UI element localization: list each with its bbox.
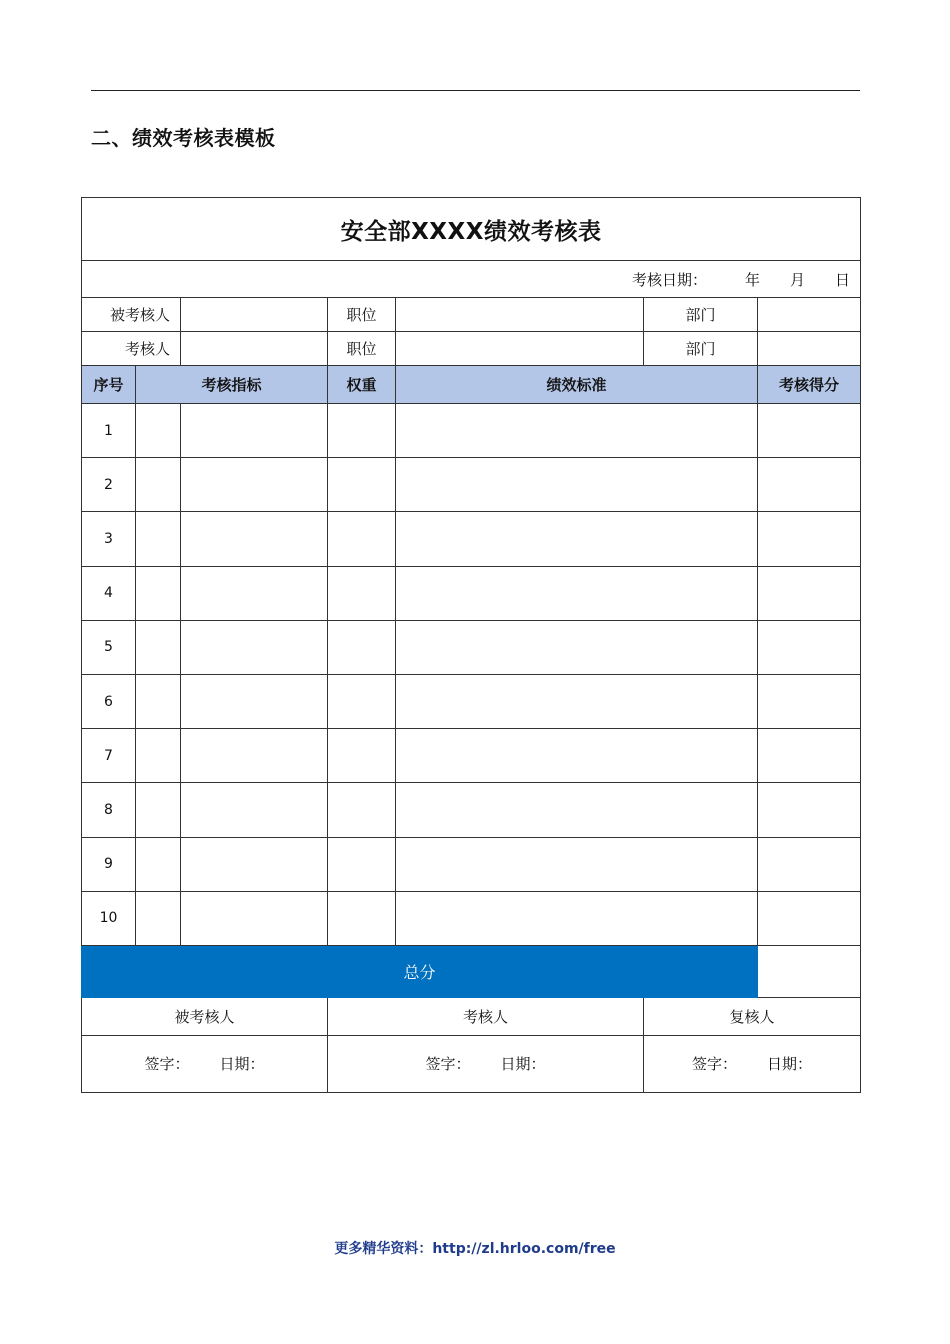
header-seq: 序号: [82, 366, 136, 404]
standard-cell[interactable]: [396, 566, 758, 620]
total-row: [82, 945, 861, 997]
appraisee-position-field[interactable]: [396, 298, 644, 332]
appraiser-info-row: [82, 332, 861, 366]
indicator-cell[interactable]: [181, 620, 328, 674]
indicator-sub-cell[interactable]: [136, 891, 181, 945]
sign-appraiser-title: 考核人: [328, 997, 644, 1035]
weight-cell[interactable]: [328, 458, 396, 512]
indicator-cell[interactable]: [181, 674, 328, 728]
appraisee-name-field[interactable]: [181, 298, 328, 332]
signature-row: [82, 1035, 861, 1092]
indicator-sub-cell[interactable]: [136, 837, 181, 891]
sign-appraisee-title: 被考核人: [82, 997, 328, 1035]
appraisal-date-row: [82, 261, 861, 298]
indicator-sub-cell[interactable]: [136, 783, 181, 837]
appraisee-label: 被考核人: [82, 298, 181, 332]
row-number: 4: [82, 566, 136, 620]
weight-cell[interactable]: [328, 674, 396, 728]
indicator-sub-cell[interactable]: [136, 729, 181, 783]
sign-label: 签字：: [692, 1055, 738, 1074]
indicator-sub-cell[interactable]: [136, 674, 181, 728]
appraiser-signature-cell[interactable]: [328, 1035, 644, 1092]
date-month-label: 月: [790, 270, 806, 289]
standard-cell[interactable]: [396, 837, 758, 891]
table-row: [82, 458, 861, 512]
row-number: 8: [82, 783, 136, 837]
appraisee-signature-cell[interactable]: [82, 1035, 328, 1092]
weight-cell[interactable]: [328, 837, 396, 891]
weight-cell[interactable]: [328, 512, 396, 566]
row-number: 1: [82, 404, 136, 458]
indicator-sub-cell[interactable]: [136, 512, 181, 566]
sign-label: 签字：: [425, 1055, 471, 1074]
table-row: [82, 620, 861, 674]
table-row: [82, 512, 861, 566]
row-number: 3: [82, 512, 136, 566]
weight-cell[interactable]: [328, 891, 396, 945]
appraiser-position-label: 职位: [328, 332, 396, 366]
indicator-cell[interactable]: [181, 729, 328, 783]
table-row: [82, 404, 861, 458]
weight-cell[interactable]: [328, 783, 396, 837]
standard-cell[interactable]: [396, 512, 758, 566]
indicator-cell[interactable]: [181, 891, 328, 945]
weight-cell[interactable]: [328, 729, 396, 783]
score-cell[interactable]: [758, 837, 861, 891]
row-number: 7: [82, 729, 136, 783]
weight-cell[interactable]: [328, 620, 396, 674]
row-number: 6: [82, 674, 136, 728]
date-year-label: 年: [745, 270, 761, 289]
appraisee-position-label: 职位: [328, 298, 396, 332]
sign-date-label: 日期：: [767, 1055, 813, 1074]
score-cell[interactable]: [758, 404, 861, 458]
section-heading: 二、绩效考核表模板: [91, 126, 276, 150]
standard-cell[interactable]: [396, 783, 758, 837]
table-row: [82, 783, 861, 837]
sign-label: 签字：: [144, 1055, 190, 1074]
weight-cell[interactable]: [328, 404, 396, 458]
footer-link[interactable]: 更多精华资料：http://zl.hrloo.com/free: [334, 1241, 616, 1257]
header-score: 考核得分: [758, 366, 861, 404]
standard-cell[interactable]: [396, 458, 758, 512]
indicator-cell[interactable]: [181, 566, 328, 620]
appraiser-dept-label: 部门: [644, 332, 758, 366]
row-number: 10: [82, 891, 136, 945]
appraiser-position-field[interactable]: [396, 332, 644, 366]
weight-cell[interactable]: [328, 566, 396, 620]
sign-date-label: 日期：: [219, 1055, 265, 1074]
score-cell[interactable]: [758, 512, 861, 566]
date-label: 考核日期：: [632, 270, 708, 289]
score-cell[interactable]: [758, 566, 861, 620]
score-cell[interactable]: [758, 783, 861, 837]
indicator-cell[interactable]: [181, 783, 328, 837]
table-row: [82, 674, 861, 728]
appraiser-label: 考核人: [82, 332, 181, 366]
appraisal-form-table: [81, 197, 861, 1093]
indicator-cell[interactable]: [181, 404, 328, 458]
reviewer-signature-cell[interactable]: [644, 1035, 861, 1092]
indicator-sub-cell[interactable]: [136, 620, 181, 674]
total-score-field[interactable]: [758, 945, 861, 997]
score-cell[interactable]: [758, 458, 861, 512]
signature-title-row: [82, 997, 861, 1035]
row-number: 2: [82, 458, 136, 512]
appraiser-name-field[interactable]: [181, 332, 328, 366]
table-row: [82, 729, 861, 783]
standard-cell[interactable]: [396, 891, 758, 945]
table-header-row: [82, 366, 861, 404]
standard-cell[interactable]: [396, 674, 758, 728]
sign-date-label: 日期：: [500, 1055, 546, 1074]
appraisee-dept-field[interactable]: [758, 298, 861, 332]
indicator-cell[interactable]: [181, 458, 328, 512]
indicator-cell[interactable]: [181, 512, 328, 566]
indicator-cell[interactable]: [181, 837, 328, 891]
sign-reviewer-title: 复核人: [644, 997, 861, 1035]
date-day-label: 日: [835, 270, 851, 289]
score-cell[interactable]: [758, 674, 861, 728]
indicator-sub-cell[interactable]: [136, 566, 181, 620]
header-standard: 绩效标准: [396, 366, 758, 404]
row-number: 5: [82, 620, 136, 674]
indicator-sub-cell[interactable]: [136, 458, 181, 512]
header-weight: 权重: [328, 366, 396, 404]
table-row: [82, 837, 861, 891]
standard-cell[interactable]: [396, 729, 758, 783]
score-cell[interactable]: [758, 729, 861, 783]
score-cell[interactable]: [758, 620, 861, 674]
total-label: 总分: [82, 945, 758, 997]
score-cell[interactable]: [758, 891, 861, 945]
standard-cell[interactable]: [396, 620, 758, 674]
top-rule: [91, 90, 860, 91]
appraisee-dept-label: 部门: [644, 298, 758, 332]
indicator-sub-cell[interactable]: [136, 404, 181, 458]
appraisee-info-row: [82, 298, 861, 332]
appraiser-dept-field[interactable]: [758, 332, 861, 366]
table-row: [82, 891, 861, 945]
table-row: [82, 566, 861, 620]
row-number: 9: [82, 837, 136, 891]
standard-cell[interactable]: [396, 404, 758, 458]
form-title: 安全部XXXX绩效考核表: [82, 198, 861, 261]
header-indicator: 考核指标: [136, 366, 328, 404]
